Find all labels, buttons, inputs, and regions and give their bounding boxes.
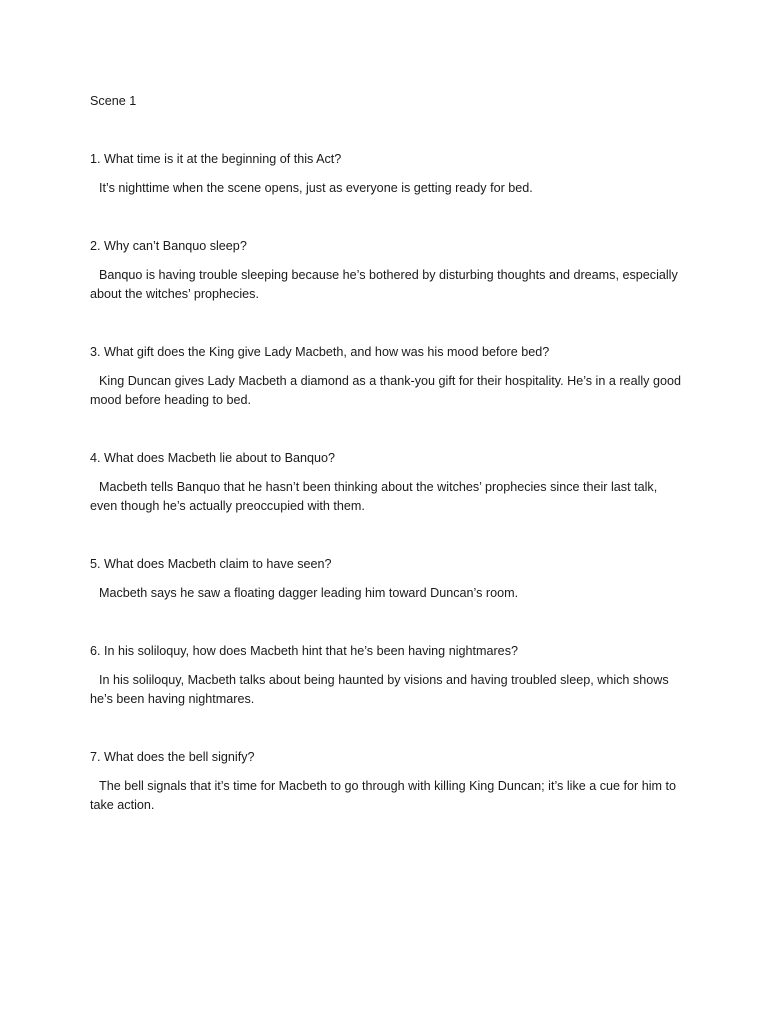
qa-item-5 bbox=[90, 555, 685, 603]
question-text: 3. What gift does the King give Lady Macbeth, and how was his mood before bed? bbox=[90, 345, 550, 359]
question-text: 1. What time is it at the beginning of this Act? bbox=[90, 152, 342, 166]
answer-text: It’s nighttime when the scene opens, just as everyone is getting ready for bed. bbox=[99, 181, 533, 195]
qa-item-4 bbox=[90, 449, 685, 516]
answer-text: Macbeth says he saw a floating dagger leading him toward Duncan’s room. bbox=[99, 586, 519, 600]
answer-text: The bell signals that it’s time for Macbeth to go through with killing King Duncan; it’s like a cue for him to take action. bbox=[90, 779, 677, 812]
answer-text: In his soliloquy, Macbeth talks about being haunted by visions and having troubled sleep, which shows he’s been having nightmares. bbox=[90, 673, 669, 706]
answer-text: Macbeth tells Banquo that he hasn’t been thinking about the witches’ prophecies since their last talk, even though he’s actually preoccupied with them. bbox=[90, 480, 658, 513]
qa-item-7 bbox=[90, 748, 685, 815]
question-text: 6. In his soliloquy, how does Macbeth hint that he’s been having nightmares? bbox=[90, 644, 518, 658]
qa-item-2 bbox=[90, 237, 685, 304]
question-text: 4. What does Macbeth lie about to Banquo? bbox=[90, 451, 336, 465]
question-text: 7. What does the bell signify? bbox=[90, 750, 255, 764]
question-text: 5. What does Macbeth claim to have seen? bbox=[90, 557, 332, 571]
qa-item-1 bbox=[90, 150, 685, 198]
answer-text: Banquo is having trouble sleeping because he’s bothered by disturbing thoughts and dreams, especially about the witches’ prophecies. bbox=[90, 268, 678, 301]
document-page bbox=[90, 92, 685, 815]
scene-heading: Scene 1 bbox=[90, 94, 137, 108]
qa-item-3 bbox=[90, 343, 685, 410]
answer-text: King Duncan gives Lady Macbeth a diamond as a thank-you gift for their hospitality. He’s in a really good mood before heading to bed. bbox=[90, 374, 681, 407]
question-text: 2. Why can’t Banquo sleep? bbox=[90, 239, 247, 253]
qa-item-6 bbox=[90, 642, 685, 709]
